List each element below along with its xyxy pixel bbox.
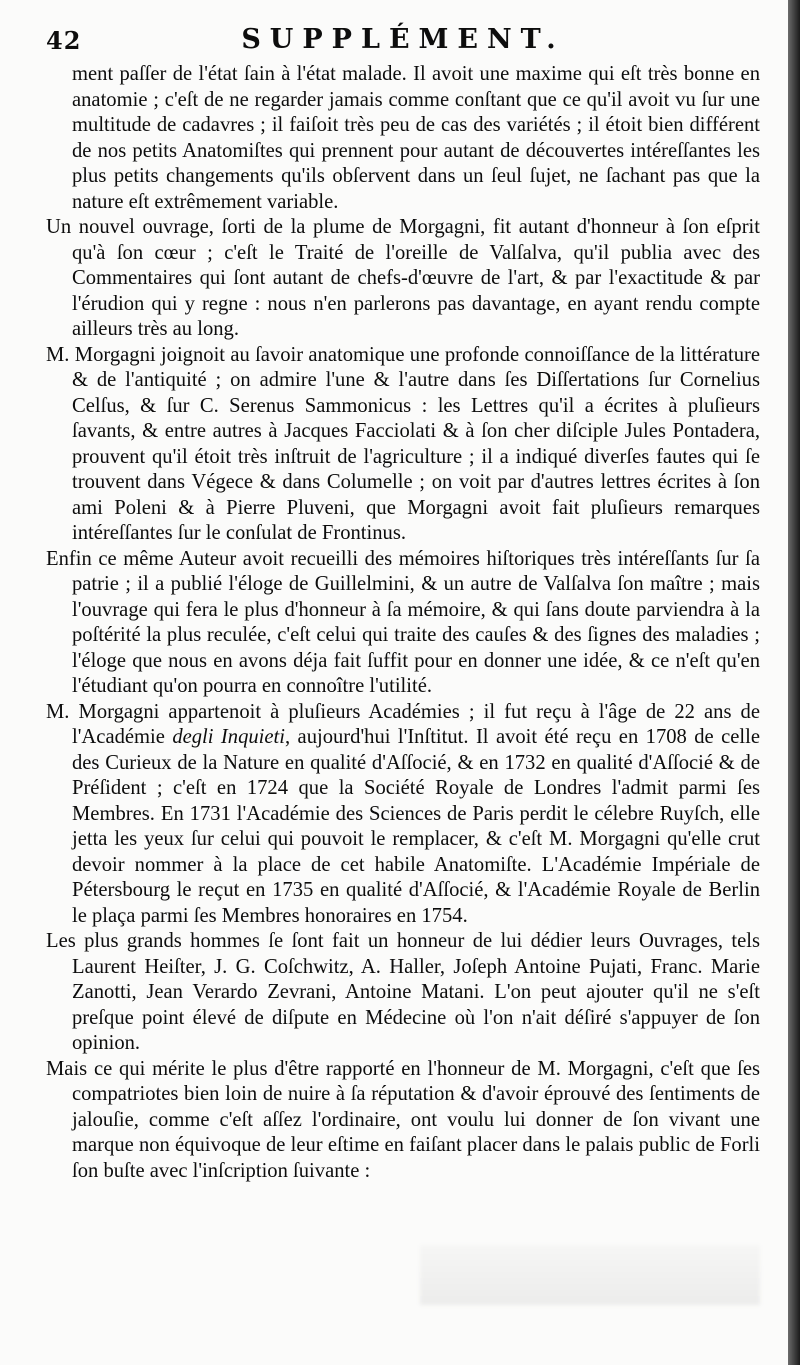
text-body: [46, 62, 760, 1184]
paragraph-literature: M. Morgagni joignoit au ſavoir anatomique une profonde connoiſſance de la littérature & de l'antiquité ; on admire l'une & l'autre dans ſes Diſſertations ſur Cornelius Celſus, & ſur C. Serenus Sammonicus : les Lettres qu'il a écrites à pluſieurs ſavants, & entre autres à Jacques Facciolati & à ſon cher diſciple Jules Pontadera, prouvent qu'il étoit très inſtruit de l'agriculture ; il a indiqué diverſes fautes qui ſe trouvent dans Végece & dans Columelle ; on voit par d'autres lettres écrites à ſon ami Poleni & à Pierre Pluveni, que Morgagni avoit fait pluſieurs remarques intéreſſantes ſur le conſulat de Frontinus.: [46, 343, 760, 544]
paragraph-continuation: ment paſſer de l'état ſain à l'état malade. Il avoit une maxime qui eſt très bonne en anatomie ; c'eſt de ne regarder jamais comme conſtant que ce qu'il avoit vu ſur une multitude de cadavres ; il faiſoit très peu de cas des variétés ; il étoit bien différent de nos petits Anatomiſtes qui prennent pour autant de découvertes intéreſſantes les plus petits changements qu'ils obſervent dans un ſeul ſujet, ne ſachant pas que la nature eſt extrêmement variable.: [72, 63, 760, 213]
paragraph-historical-memoirs: Enfin ce même Auteur avoit recueilli des mémoires hiſtoriques très intéreſſants ſur ſa patrie ; il a publié l'éloge de Guillelmini, & un autre de Valſalva ſon maître ; mais l'ouvrage qui fera le plus d'honneur à ſa mémoire, & qui ſans doute parviendra à la poſtérité la plus reculée, c'eſt celui qui traite des cauſes & des ſignes des maladies ; l'éloge que nous en avons déja fait ſuffit pour en donner une idée, & ce n'eſt qu'en l'étudiant qu'on pourra en connoître l'utilité.: [46, 547, 760, 697]
paragraph-academies: [46, 700, 760, 930]
page-number: 42: [46, 26, 82, 55]
bleed-through-shadow: [420, 1245, 760, 1305]
paragraph-dedications: Les plus grands hommes ſe ſont fait un honneur de lui dédier leurs Ouvrages, tels Laurent Heiſter, J. G. Coſchwitz, A. Haller, Joſeph Antoine Pujati, Franc. Marie Zanotti, Jean Verardo Zevrani, Antoine Matani. L'on peut ajouter qu'il ne s'eſt preſque point élevé de diſpute en Médecine où l'on n'ait déſiré s'appuyer de ſon opinion.: [46, 930, 760, 1054]
paragraph-valsalva-treatise: Un nouvel ouvrage, ſorti de la plume de Morgagni, fit autant d'honneur à ſon eſprit qu'à ſon cœur ; c'eſt le Traité de l'oreille de Valſalva, qu'il publia avec des Commentaires qui ſont autant de chefs-d'œuvre de l'art, & par l'exactitude & par l'érudion qui y regne : nous n'en parlerons pas davantage, en ayant rendu compte ailleurs très au long.: [46, 216, 760, 340]
book-spine-edge: [788, 0, 800, 1365]
running-head: SUPPLÉMENT.: [241, 24, 565, 55]
academies-text-start: M. Morgagni appartenoit à pluſieurs Académies ; il fut reçu à l'âge de 22 ans de l'Académie: [46, 700, 760, 748]
page-header: [46, 22, 760, 62]
academies-text-end: , aujourd'hui l'Inſtitut. Il avoit été reçu en 1708 de celle des Curieux de la Nature en qualité d'Aſſocié, & en 1732 en qualité d'Aſſocié & de Préſident ; c'eſt en 1724 que la Société Royale de Londres l'admit parmi ſes Membres. En 1731 l'Académie des Sciences de Paris perdit le célebre Ruyſch, elle jetta les yeux ſur celui qui pouvoit le remplacer, & c'eſt M. Morgagni qu'elle crut devoir nommer à la place de cet habile Anatomiſte. L'Académie Impériale de Pétersbourg le reçut en 1735 en qualité d'Aſſocié, & l'Académie Royale de Berlin le plaça parmi ſes Membres honoraires en 1754.: [72, 726, 760, 927]
paragraph-bust-inscription: Mais ce qui mérite le plus d'être rapporté en l'honneur de M. Morgagni, c'eſt que ſes compatriotes bien loin de nuire à ſa réputation & d'avoir éprouvé des ſentiments de jalouſie, comme c'eſt aſſez l'ordinaire, ont voulu lui donner de ſon vivant une marque non équivoque de leur eſtime en faiſant placer dans le palais public de Forli ſon buſte avec l'inſcription ſuivante :: [46, 1057, 760, 1182]
academy-name-italic: degli Inquieti: [172, 726, 285, 748]
